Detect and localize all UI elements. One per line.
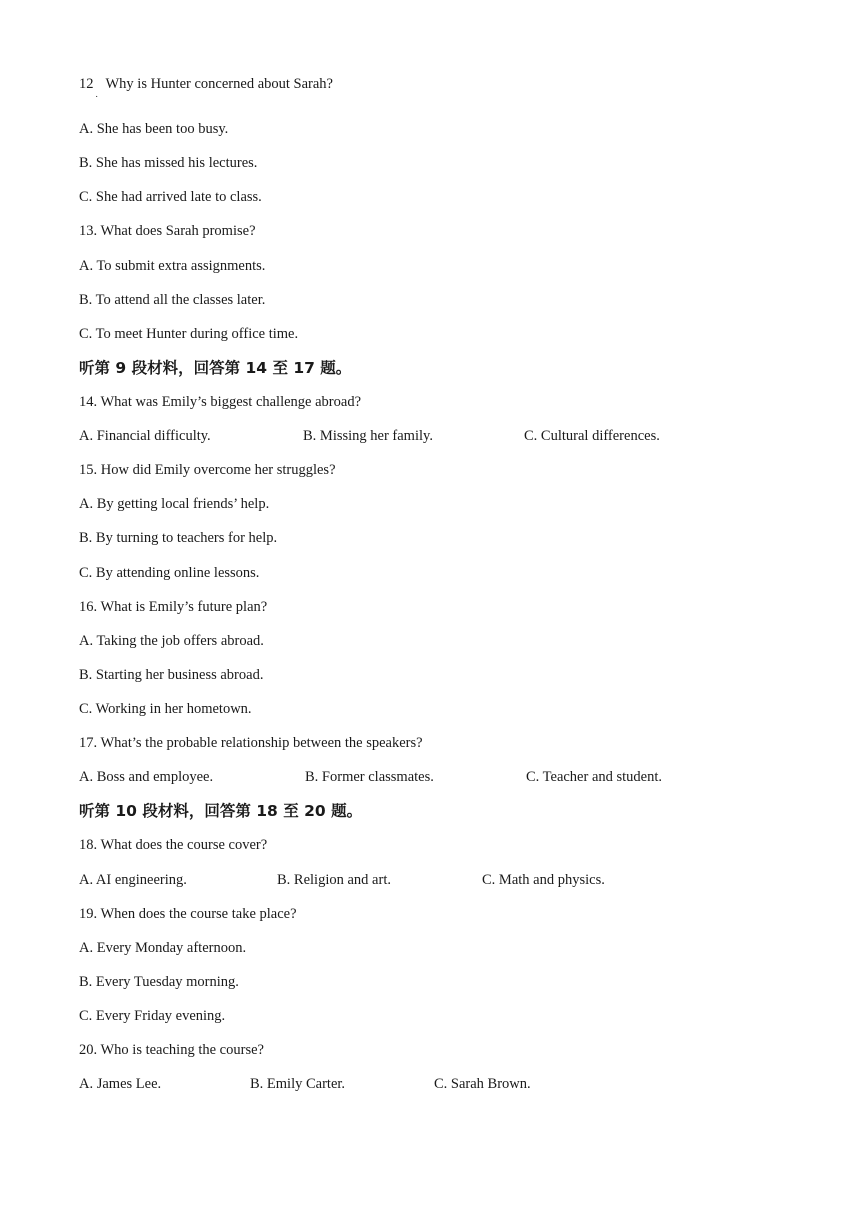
question-12-option-b: B. She has missed his lectures. <box>79 155 258 171</box>
question-19-option-b: B. Every Tuesday morning. <box>79 974 239 990</box>
question-14: 14. What was Emily’s biggest challenge abroad? <box>79 394 361 410</box>
question-20-option-b: B. Emily Carter. <box>250 1076 346 1092</box>
question-15-option-c: C. By attending online lessons. <box>79 565 260 581</box>
question-12-text: Why is Hunter concerned about Sarah? <box>105 76 333 92</box>
question-19-option-c: C. Every Friday evening. <box>79 1008 226 1024</box>
question-16-option-b: B. Starting her business abroad. <box>79 667 264 683</box>
question-12-dot-mark: ˙ <box>95 95 99 106</box>
question-13-option-b: B. To attend all the classes later. <box>79 292 266 308</box>
question-14-option-a: A. Financial difficulty. <box>79 428 211 444</box>
section-10-heading: 听第 10 段材料，回答第 18 至 20 题。 <box>79 802 363 820</box>
question-15: 15. How did Emily overcome her struggles? <box>79 462 336 478</box>
question-12-option-a: A. She has been too busy. <box>79 121 229 137</box>
question-13-option-a: A. To submit extra assignments. <box>79 258 266 274</box>
question-14-option-b: B. Missing her family. <box>303 428 433 444</box>
question-15-option-a: A. By getting local friends’ help. <box>79 496 270 512</box>
question-18-option-b: B. Religion and art. <box>277 872 391 888</box>
question-12-number: 12 <box>79 76 94 92</box>
question-12 <box>79 75 333 93</box>
question-18: 18. What does the course cover? <box>79 837 268 853</box>
question-13-option-c: C. To meet Hunter during office time. <box>79 326 299 342</box>
question-17-option-a: A. Boss and employee. <box>79 769 214 785</box>
question-19-option-a: A. Every Monday afternoon. <box>79 940 247 956</box>
question-20: 20. Who is teaching the course? <box>79 1042 264 1058</box>
question-16-option-c: C. Working in her hometown. <box>79 701 252 717</box>
question-17: 17. What’s the probable relationship between the speakers? <box>79 735 423 751</box>
question-20-option-c: C. Sarah Brown. <box>434 1076 531 1092</box>
question-16: 16. What is Emily’s future plan? <box>79 599 268 615</box>
question-15-option-b: B. By turning to teachers for help. <box>79 530 278 546</box>
question-12-option-c: C. She had arrived late to class. <box>79 189 262 205</box>
question-13: 13. What does Sarah promise? <box>79 223 256 239</box>
section-9-heading: 听第 9 段材料，回答第 14 至 17 题。 <box>79 359 352 377</box>
question-18-option-a: A. AI engineering. <box>79 872 187 888</box>
question-17-option-b: B. Former classmates. <box>305 769 434 785</box>
question-14-option-c: C. Cultural differences. <box>524 428 660 444</box>
question-20-option-a: A. James Lee. <box>79 1076 162 1092</box>
question-16-option-a: A. Taking the job offers abroad. <box>79 633 264 649</box>
question-17-option-c: C. Teacher and student. <box>526 769 663 785</box>
question-19: 19. When does the course take place? <box>79 906 297 922</box>
question-18-option-c: C. Math and physics. <box>482 872 605 888</box>
